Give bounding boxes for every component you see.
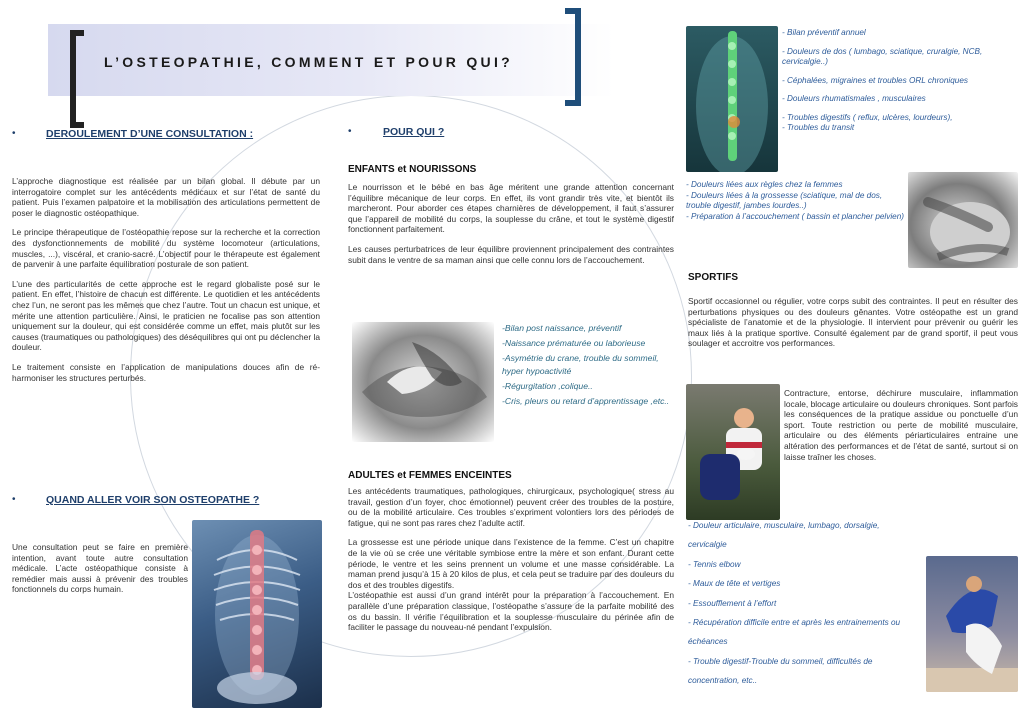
- adultes-heading: ADULTES et FEMMES ENCEINTES: [348, 470, 512, 481]
- when-heading: QUAND ALLER VOIR SON OSTEOPATHE ?: [46, 494, 260, 506]
- enfants-heading: ENFANTS et NOURISSONS: [348, 164, 477, 175]
- list-item: - Douleurs de dos ( lumbago, sciatique, cruralgie, NCB, cervicalgie..): [782, 46, 983, 66]
- bullet-icon: •: [12, 494, 16, 505]
- baby-hand-image: [352, 322, 494, 442]
- sport-list: [688, 516, 920, 691]
- consultation-paragraph: Le principe thérapeutique de l’ostéopathie repose sur la recherche et la correction des dysfonctionnements de mobilité du système locomoteur (articulations, muscles, ...), viscéral, et cranio-sacré. L’objectif pour le thérapeute est également de parvenir à une parfaite équilibration posturale de son patient.: [12, 227, 320, 270]
- list-item: - Récupération difficile entre et après les entrainements ou échéances: [688, 618, 901, 647]
- list-item: - Troubles du transit: [782, 123, 855, 132]
- pourqui-heading: POUR QUI ?: [383, 126, 445, 138]
- sportifs-injuries-text: Contracture, entorse, déchirure musculaire, inflammation locale, blocage articulaire ou douleurs chroniques. Sont parfois les conséquences de la pratique assidue ou ponctuelle d’un sport. Toute restriction ou perte de mobilité musculaire, articulaire ou des éléments périarticulaires entraine une altération des performances et de l’état de santé, surtout si on laisse traîner les choses.: [784, 388, 1018, 462]
- list-item: - Maux de tête et vertiges: [688, 579, 781, 589]
- list-item: - Bilan préventif annuel: [782, 28, 866, 37]
- pregnancy-image: [908, 172, 1018, 268]
- list-item: -Cris, pleurs ou retard d’apprentissage ,etc..: [502, 396, 670, 406]
- adultes-text: [348, 486, 674, 642]
- right-bracket: [565, 8, 581, 106]
- sportifs-heading: SPORTIFS: [688, 272, 739, 283]
- bullet-icon: •: [348, 126, 352, 137]
- women-list: [686, 180, 904, 222]
- consultation-heading: DEROULEMENT D’UNE CONSULTATION :: [46, 128, 254, 140]
- left-bracket: [70, 30, 84, 128]
- list-item: -Bilan post naissance, préventif: [502, 323, 622, 333]
- consultation-paragraph: L’approche diagnostique est réalisée par un bilan global. Il débute par un interrogatoire complet sur les antécédents médicaux et sur l’état de santé du patient. Puis l’examen palpatoire et la mobilisation des articulations permettent de poser le diagnostic ostéopathique.: [12, 176, 320, 218]
- bullet-icon: •: [12, 128, 16, 139]
- when-text: Une consultation peut se faire en première intention, avant toute autre consultation médicale. L’acte ostéopathique consiste à remédier mais aussi à prévenir des troubles fonctionnels du corps humain.: [12, 542, 188, 595]
- list-item: - Essoufflement à l’effort: [688, 598, 777, 608]
- list-item: - Troubles digestifs ( reflux, ulcères, lourdeurs),: [782, 112, 953, 122]
- enfants-paragraph: Les causes perturbatrices de leur équilibre proviennent principalement des contraintes subit dans le ventre de sa maman ainsi que celle connu lors de l’accouchement.: [348, 243, 674, 265]
- list-item: -Naissance prématurée ou laborieuse: [502, 338, 646, 348]
- list-item: - Douleur articulaire, musculaire, lumbago, dorsalgie, cervicalgie: [688, 521, 880, 550]
- list-item: - Préparation à l’accouchement ( bassin et plancher pelvien): [686, 211, 904, 221]
- list-item: -Régurgitation ,colique..: [502, 381, 593, 391]
- page-title: L’OSTEOPATHIE, COMMENT ET POUR QUI?: [104, 54, 513, 70]
- consultation-paragraph: L’une des particularités de cette approche est le regard globaliste posé sur le patient. En effet, l’histoire de chacun est différente. Le quotidien et les antécédents chez l’un, ne seront pas les mêmes que chez l’autre. Tout un chacun est unique, et mérite une attention particulière. Ainsi, le praticien ne focalise pas son attention uniquement sur la douleur, qui est considérée comme un effet, mais plutôt sur les causes (traumatiques ou pathologiques) des déséquilibres qui ont pu déclencher la douleur.: [12, 278, 320, 353]
- enfants-paragraph: Le nourrisson et le bébé en bas âge méritent une grande attention concernant l’équilibre mécanique de leur corps. En effet, ils vont grandir très vite, et bientôt ils marcheront. Pour aborder ces étapes charnières de développement, il faut s’assurer que l’appareil de mobilité du corps, la souplesse du crâne, et tout le système digestif fonctionnent parfaitement.: [348, 182, 674, 235]
- judo-image: [926, 556, 1018, 692]
- adultes-paragraph: L’ostéopathie est aussi d’un grand intérêt pour la préparation à l’accouchement. En parallèle d’une préparation classique, l’ostéopathe s’assure de la parfaite mobilité des os du bassin. Il vérifie l’équilibration et la souplesse musculaire du périnée afin de faciliter le passage du nouveau-né pendant l’expulsion.: [348, 590, 674, 633]
- list-item: - Douleurs liées à la grossesse (sciatique, mal de dos, trouble digestif, jambes lourdes..): [686, 190, 883, 210]
- enfants-text: [348, 182, 674, 274]
- list-item: - Douleurs liées aux règles chez la femmes: [686, 180, 843, 189]
- sportifs-text: Sportif occasionnel ou régulier, votre corps subit des contraintes. Il peut en résulter des perturbations physiques ou des douleurs gênantes. Votre ostéopathe est un grand spécialiste de l’anatomie et de la physiologie. Il intervient pour prévenir ou guérir les maux liés à la pratique sportive. Consulté également par de grand sportif, il peut vous soulager et accroitre vos performances.: [688, 296, 1018, 349]
- list-item: - Tennis elbow: [688, 559, 741, 569]
- list-item: - Douleurs rhumatismales , musculaires: [782, 94, 926, 103]
- consultation-paragraph: Le traitement consiste en l’application de manipulations douces afin de ré-harmoniser les structures perturbés.: [12, 361, 320, 383]
- consultation-text: [12, 176, 320, 392]
- list-item: - Trouble digestif-Trouble du sommeil, difficultés de concentration, etc..: [688, 656, 873, 686]
- rugby-image: [686, 384, 780, 520]
- adultes-paragraph: La grossesse est une période unique dans l’existence de la femme. C’est un chapitre de la vie où se crée une véritable symbiose entre la mère et son enfant. Durant cette période, le ventre et les seins prennent un volume et une masse considérable. La maman prend jusqu’à 15 à 20 kilos de plus, et cela peut se traduire par des douleurs du dos et des troubles digestifs.: [348, 537, 674, 590]
- list-item: -Asymétrie du crane, trouble du sommeil, hyper hypoactivité: [502, 353, 659, 376]
- enfants-list: [502, 322, 678, 410]
- spine-back-image: [686, 26, 778, 172]
- symptoms-list: [782, 28, 1018, 134]
- list-item: - Céphalées, migraines et troubles ORL chroniques: [782, 75, 968, 85]
- skeleton-image: [192, 520, 322, 708]
- adultes-paragraph: Les antécédents traumatiques, pathologiques, chirurgicaux, psychologique( stress au travail, gestion d’un foyer, choc émotionnel) peuvent créer des troubles de la posture, ou de la mobilité articulaire. Ces troubles s’expriment volontiers lors des périodes de fatigue, qui ne sont pas rares chez l’adulte actif.: [348, 486, 674, 528]
